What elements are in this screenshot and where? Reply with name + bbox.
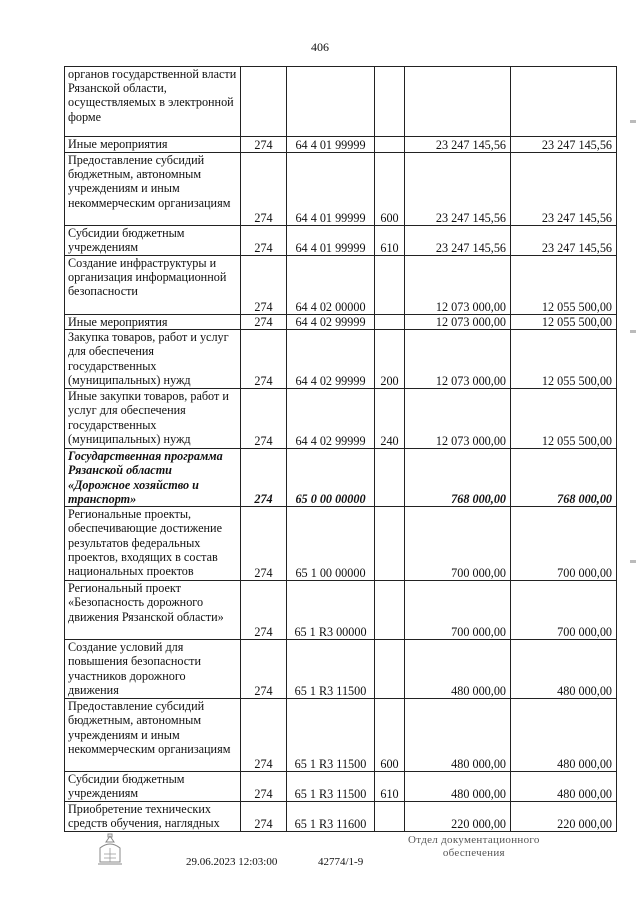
cell-admin-code: 274: [241, 581, 287, 640]
cell-admin-code: 274: [241, 772, 287, 802]
table-row: [65, 449, 617, 507]
cell-target-article: 64 4 01 99999: [287, 226, 375, 256]
cell-expense-type: 600: [375, 699, 405, 772]
cell-name: Иные закупки товаров, работ и услуг для обеспечения государственных (муниципальных) нужд: [65, 389, 241, 449]
cell-name: Создание условий для повышения безопасности участников дорожного движения: [65, 640, 241, 699]
cell-target-article: 65 0 00 00000: [287, 449, 375, 507]
cell-amount-2: 768 000,00: [511, 449, 617, 507]
cell-amount-2: 12 055 500,00: [511, 256, 617, 315]
cell-amount-1: 480 000,00: [405, 699, 511, 772]
cell-expense-type: [375, 581, 405, 640]
cell-name: Создание инфраструктуры и организация информационной безопасности: [65, 256, 241, 315]
cell-amount-2: 12 055 500,00: [511, 330, 617, 389]
cell-target-article: 65 1 R3 11500: [287, 699, 375, 772]
footer-date: 29.06.2023 12:03:00: [186, 856, 278, 868]
cell-amount-1: 12 073 000,00: [405, 330, 511, 389]
cell-target-article: 65 1 R3 00000: [287, 581, 375, 640]
cell-amount-2: 480 000,00: [511, 699, 617, 772]
cell-expense-type: 600: [375, 153, 405, 226]
cell-amount-2: [511, 67, 617, 137]
cell-target-article: 65 1 00 00000: [287, 507, 375, 581]
cell-amount-1: 23 247 145,56: [405, 137, 511, 153]
stamp-line-2: обеспечения: [442, 847, 505, 859]
cell-amount-1: 700 000,00: [405, 507, 511, 581]
cell-expense-type: [375, 507, 405, 581]
department-stamp: [408, 834, 540, 860]
cell-name: Государственная программа Рязанской области «Дорожное хозяйство и транспорт»: [65, 449, 241, 507]
cell-admin-code: 274: [241, 507, 287, 581]
budget-table: [64, 66, 617, 832]
cell-amount-1: [405, 67, 511, 137]
cell-amount-1: 23 247 145,56: [405, 153, 511, 226]
table-row: [65, 153, 617, 226]
emblem-icon: [92, 832, 128, 868]
cell-target-article: 64 4 02 00000: [287, 256, 375, 315]
cell-name: Региональные проекты, обеспечивающие достижение результатов федеральных проектов, входящих в состав национальных проектов: [65, 507, 241, 581]
cell-expense-type: 240: [375, 389, 405, 449]
table-row: [65, 640, 617, 699]
cell-admin-code: 274: [241, 330, 287, 389]
cell-admin-code: 274: [241, 802, 287, 832]
table-row: [65, 507, 617, 581]
cell-amount-2: 23 247 145,56: [511, 226, 617, 256]
cell-target-article: 64 4 01 99999: [287, 153, 375, 226]
cell-amount-1: 220 000,00: [405, 802, 511, 832]
cell-admin-code: 274: [241, 226, 287, 256]
table-row: [65, 389, 617, 449]
cell-name: Иные мероприятия: [65, 315, 241, 330]
cell-name: Предоставление субсидий бюджетным, автономным учреждениям и иным некоммерческим организациям: [65, 699, 241, 772]
table-row: [65, 67, 617, 137]
cell-amount-1: 480 000,00: [405, 640, 511, 699]
cell-amount-2: 700 000,00: [511, 581, 617, 640]
cell-expense-type: [375, 802, 405, 832]
cell-amount-2: 220 000,00: [511, 802, 617, 832]
budget-table-body: [65, 67, 617, 832]
scan-edge-mark: [630, 120, 636, 123]
cell-expense-type: [375, 137, 405, 153]
cell-target-article: 64 4 02 99999: [287, 330, 375, 389]
cell-admin-code: 274: [241, 640, 287, 699]
cell-target-article: 64 4 02 99999: [287, 389, 375, 449]
table-row: [65, 772, 617, 802]
cell-amount-1: 12 073 000,00: [405, 256, 511, 315]
cell-amount-1: 768 000,00: [405, 449, 511, 507]
cell-target-article: 64 4 02 99999: [287, 315, 375, 330]
cell-admin-code: 274: [241, 153, 287, 226]
cell-amount-2: 23 247 145,56: [511, 153, 617, 226]
cell-expense-type: 610: [375, 226, 405, 256]
table-row: [65, 256, 617, 315]
scan-edge-mark: [630, 330, 636, 333]
cell-target-article: 65 1 R3 11500: [287, 772, 375, 802]
cell-target-article: [287, 67, 375, 137]
cell-amount-2: 480 000,00: [511, 640, 617, 699]
page-number: 406: [311, 40, 329, 54]
cell-name: Региональный проект «Безопасность дорожного движения Рязанской области»: [65, 581, 241, 640]
table-row: [65, 137, 617, 153]
cell-admin-code: 274: [241, 256, 287, 315]
cell-expense-type: [375, 256, 405, 315]
cell-expense-type: [375, 449, 405, 507]
cell-target-article: 65 1 R3 11600: [287, 802, 375, 832]
cell-amount-2: 700 000,00: [511, 507, 617, 581]
stamp-line-1: Отдел документационного: [408, 834, 540, 846]
cell-admin-code: [241, 67, 287, 137]
cell-admin-code: 274: [241, 449, 287, 507]
cell-expense-type: 200: [375, 330, 405, 389]
table-row: [65, 315, 617, 330]
cell-target-article: 65 1 R3 11500: [287, 640, 375, 699]
table-row: [65, 330, 617, 389]
cell-amount-1: 12 073 000,00: [405, 389, 511, 449]
cell-amount-2: 480 000,00: [511, 772, 617, 802]
footer-document-id: 42774/1-9: [318, 856, 364, 868]
table-row: [65, 802, 617, 832]
cell-admin-code: 274: [241, 389, 287, 449]
cell-amount-2: 23 247 145,56: [511, 137, 617, 153]
cell-name: Субсидии бюджетным учреждениям: [65, 772, 241, 802]
cell-amount-1: 23 247 145,56: [405, 226, 511, 256]
cell-expense-type: [375, 67, 405, 137]
cell-name: Закупка товаров, работ и услуг для обеспечения государственных (муниципальных) нужд: [65, 330, 241, 389]
cell-amount-1: 12 073 000,00: [405, 315, 511, 330]
cell-admin-code: 274: [241, 699, 287, 772]
scan-edge-mark: [630, 560, 636, 563]
cell-amount-2: 12 055 500,00: [511, 389, 617, 449]
cell-name: органов государственной власти Рязанской области, осуществляемых в электронной форме: [65, 67, 241, 137]
table-row: [65, 581, 617, 640]
cell-admin-code: 274: [241, 137, 287, 153]
table-row: [65, 699, 617, 772]
table-row: [65, 226, 617, 256]
cell-expense-type: [375, 315, 405, 330]
cell-amount-2: 12 055 500,00: [511, 315, 617, 330]
cell-amount-1: 480 000,00: [405, 772, 511, 802]
cell-target-article: 64 4 01 99999: [287, 137, 375, 153]
cell-expense-type: [375, 640, 405, 699]
cell-name: Приобретение технических средств обучения, наглядных: [65, 802, 241, 832]
cell-name: Иные мероприятия: [65, 137, 241, 153]
cell-expense-type: 610: [375, 772, 405, 802]
cell-amount-1: 700 000,00: [405, 581, 511, 640]
cell-name: Предоставление субсидий бюджетным, автономным учреждениям и иным некоммерческим организациям: [65, 153, 241, 226]
cell-admin-code: 274: [241, 315, 287, 330]
cell-name: Субсидии бюджетным учреждениям: [65, 226, 241, 256]
